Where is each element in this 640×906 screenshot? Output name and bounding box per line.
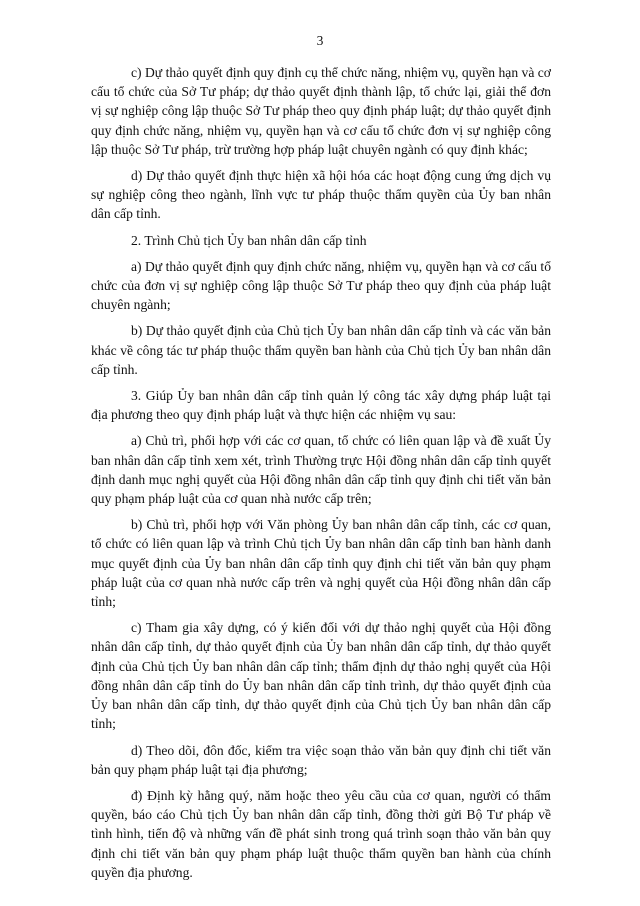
paragraph-1c-draft-decision-functions: c) Dự thảo quyết định quy định cụ thể chức năng, nhiệm vụ, quyền hạn và cơ cấu tổ chức của Sở Tư pháp; dự thảo quyết định thành lập, tổ chức lại, giải thể đơn vị sự nghiệp công lập thuộc Sở Tư pháp theo quy định pháp luật; dự thảo quyết định quy định chức năng, nhiệm vụ, quyền hạn và cơ cấu tổ chức đơn vị sự nghiệp công lập thuộc Sở Tư pháp, trừ trường hợp pháp luật chuyên ngành có quy định khác; (91, 65, 551, 157)
paragraph-3d-monitoring: d) Theo dõi, đôn đốc, kiểm tra việc soạn thảo văn bản quy định chi tiết văn bản quy phạm pháp luật tại địa phương; (91, 742, 551, 777)
paragraph-1d-socialization-services: d) Dự thảo quyết định thực hiện xã hội hóa các hoạt động cung ứng dịch vụ sự nghiệp công theo ngành, lĩnh vực tư pháp thuộc thẩm quyền của Ủy ban nhân dân cấp tỉnh. (91, 168, 551, 222)
paragraph-3a-resolution-list: a) Chủ trì, phối hợp với các cơ quan, tổ chức có liên quan lập và đề xuất Ủy ban nhân dân cấp tỉnh xem xét, trình Thường trực Hội đồng nhân dân cấp tỉnh quyết định danh mục nghị quyết của Hội đồng nhân dân cấp tỉnh quy định chi tiết văn bản quy phạm pháp luật của cơ quan nhà nước cấp trên; (91, 433, 551, 507)
section-heading-2: 2. Trình Chủ tịch Ủy ban nhân dân cấp tỉnh (131, 232, 367, 248)
section-heading-3: 3. Giúp Ủy ban nhân dân cấp tỉnh quản lý công tác xây dựng pháp luật tại địa phương theo quy định pháp luật và thực hiện các nhiệm vụ sau: (91, 388, 551, 423)
paragraph-2b-chairman-decisions: b) Dự thảo quyết định của Chủ tịch Ủy ban nhân dân cấp tỉnh và các văn bản khác về công tác tư pháp thuộc thẩm quyền ban hành của Chủ tịch Ủy ban nhân dân cấp tỉnh. (91, 323, 551, 377)
paragraph-3dd-periodic-report: đ) Định kỳ hằng quý, năm hoặc theo yêu cầu của cơ quan, người có thẩm quyền, báo cáo Chủ tịch Ủy ban nhân dân cấp tỉnh, đồng thời gửi Bộ Tư pháp về tình hình, tiến độ và những vấn đề phát sinh trong quá trình soạn thảo văn bản quy định chi tiết văn bản quy phạm pháp luật thuộc thẩm quyền ban hành của chính quyền địa phương. (91, 787, 551, 880)
paragraph-3c-participation-appraisal: c) Tham gia xây dựng, có ý kiến đối với dự thảo nghị quyết của Hội đồng nhân dân cấp tỉnh, dự thảo quyết định của Ủy ban nhân dân cấp tỉnh, dự thảo quyết định của Chủ tịch Ủy ban nhân dân cấp tỉnh; thẩm định dự thảo nghị quyết của Hội đồng nhân dân cấp tỉnh do Ủy ban nhân dân cấp tỉnh trình, dự thảo quyết định của Ủy ban nhân dân cấp tỉnh, dự thảo quyết định của Chủ tịch Ủy ban nhân dân cấp tỉnh; (91, 620, 551, 732)
page-number: 3 (316, 33, 324, 48)
paragraph-3b-decision-list: b) Chủ trì, phối hợp với Văn phòng Ủy ban nhân dân cấp tỉnh, các cơ quan, tổ chức có liên quan lập và trình Chủ tịch Ủy ban nhân dân cấp tỉnh ban hành danh mục quyết định của Ủy ban nhân dân cấp tỉnh quy định chi tiết văn bản quy phạm pháp luật của cơ quan nhà nước cấp trên và nghị quyết của Hội đồng nhân dân cấp tỉnh; (91, 517, 551, 610)
document-body (91, 63, 551, 889)
paragraph-2a-public-units: a) Dự thảo quyết định quy định chức năng, nhiệm vụ, quyền hạn và cơ cấu tổ chức của đơn vị sự nghiệp công lập thuộc Sở Tư pháp theo quy định của pháp luật chuyên ngành; (91, 258, 551, 313)
